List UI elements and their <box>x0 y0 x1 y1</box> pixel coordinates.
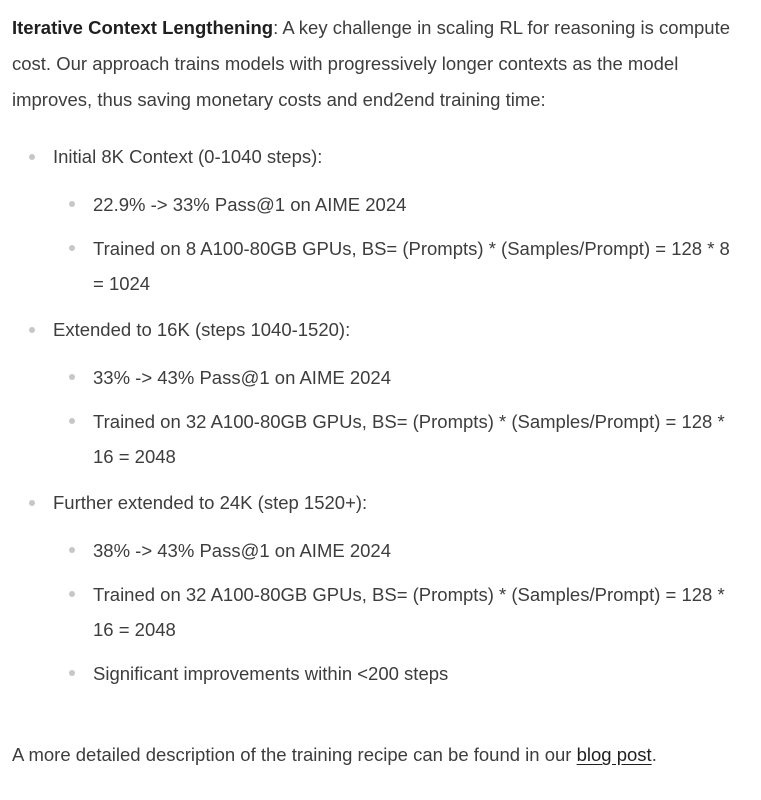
stage-detail-item <box>53 231 742 301</box>
stage-detail-list <box>53 360 742 474</box>
outro-end: . <box>651 744 657 765</box>
bullet-icon <box>29 327 35 333</box>
stage-detail-item <box>53 656 742 691</box>
outro-text: A more detailed description of the training recipe can be found in our <box>12 744 577 765</box>
bullet-icon <box>69 670 75 676</box>
bullet-icon <box>69 374 75 380</box>
stage-label: Initial 8K Context (0-1040 steps): <box>53 146 323 167</box>
bullet-icon <box>69 591 75 597</box>
stage-label: Extended to 16K (steps 1040-1520): <box>53 319 351 340</box>
stage-detail-item <box>53 187 742 222</box>
stage-detail-text: 38% -> 43% Pass@1 on AIME 2024 <box>93 540 391 561</box>
bullet-icon <box>69 418 75 424</box>
stage-detail-text: Significant improvements within <200 steps <box>93 663 449 684</box>
intro-paragraph <box>12 10 742 118</box>
stage-detail-text: 22.9% -> 33% Pass@1 on AIME 2024 <box>93 194 407 215</box>
bullet-icon <box>29 154 35 160</box>
stage-item <box>12 488 742 691</box>
outro-paragraph <box>12 737 752 773</box>
stage-list <box>12 142 742 691</box>
intro-heading: Iterative Context Lengthening <box>12 17 274 38</box>
stage-detail-text: 33% -> 43% Pass@1 on AIME 2024 <box>93 367 391 388</box>
bullet-icon <box>69 245 75 251</box>
stage-detail-text: Trained on 32 A100-80GB GPUs, BS= (Prompts) * (Samples/Prompt) = 128 * 16 = 2048 <box>93 411 725 467</box>
stage-detail-item <box>53 360 742 395</box>
document-body <box>12 10 742 705</box>
stage-detail-list <box>53 187 742 301</box>
stage-item <box>12 142 742 301</box>
stage-detail-text: Trained on 32 A100-80GB GPUs, BS= (Prompts) * (Samples/Prompt) = 128 * 16 = 2048 <box>93 584 725 640</box>
bullet-icon <box>69 201 75 207</box>
stage-detail-item <box>53 577 742 647</box>
stage-detail-text: Trained on 8 A100-80GB GPUs, BS= (Prompts) * (Samples/Prompt) = 128 * 8 = 1024 <box>93 238 730 294</box>
stage-item <box>12 315 742 474</box>
blog-post-link[interactable]: blog post <box>576 744 652 765</box>
stage-label: Further extended to 24K (step 1520+): <box>53 492 368 513</box>
bullet-icon <box>29 500 35 506</box>
stage-detail-item <box>53 404 742 474</box>
stage-detail-list <box>53 533 742 691</box>
bullet-icon <box>69 547 75 553</box>
stage-detail-item <box>53 533 742 568</box>
intro-text: : A key challenge in scaling RL for reasoning is compute cost. Our approach trains models with progressively longer contexts as the model improves, thus saving monetary costs and end2end training time: <box>12 17 731 110</box>
